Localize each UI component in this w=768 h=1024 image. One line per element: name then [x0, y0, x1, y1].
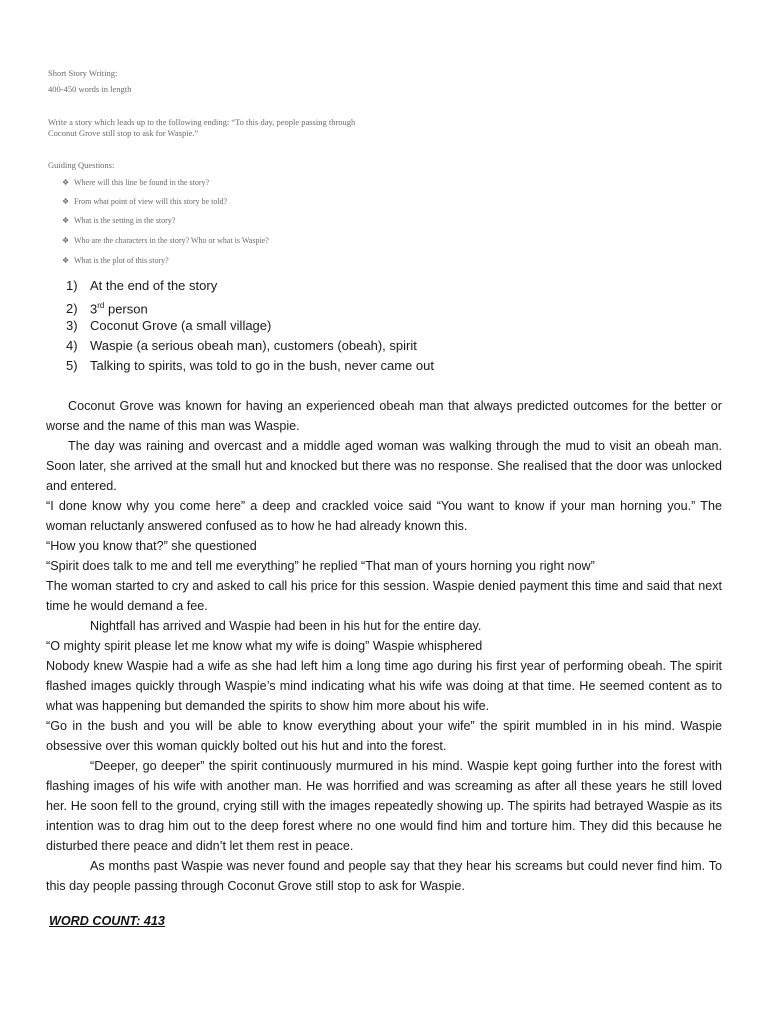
diamond-bullet-icon: ❖ [62, 256, 70, 265]
prompt-line-2: Coconut Grove still stop to ask for Waspie.” [48, 128, 199, 138]
story-paragraph: “Spirit does talk to me and tell me everything” he replied “That man of yours horning you right now” [46, 559, 595, 573]
diamond-bullet-icon: ❖ [62, 216, 70, 225]
story-paragraph: As months past Waspie was never found and people say that they hear his screams but could never find him. To this day people passing through Coconut Grove still stop to ask for Waspie. [46, 859, 722, 893]
story-paragraph: “I done know why you come here” a deep and crackled voice said “You want to know if your man horning you.” The woman reluctanly answered confused as to how he had already known this. [46, 499, 722, 533]
guiding-question: ❖ What is the setting in the story? [62, 216, 176, 225]
guiding-question: ❖ Who are the characters in the story? Who or what is Waspie? [62, 236, 269, 245]
story-paragraph: “Deeper, go deeper” the spirit continuously murmured in his mind. Waspie kept going further into the forest with flashing images of his wife with another man. He was horrified and was screaming as after all these years he still loved her. He soon fell to the ground, crying still with the images repeatedly showing up. The spirits had betrayed Waspie as its intention was to drag him out to the deep forest where no one would find him and torture him. They did this because he disturbed there peace and didn’t let them rest in peace. [46, 759, 722, 853]
guiding-question: ❖ What is the plot of this story? [62, 256, 169, 265]
story-paragraph: The woman started to cry and asked to call his price for this session. Waspie denied payment this time and said that next time he would demand a fee. [46, 579, 722, 613]
answer-item: 2) 3rd person [66, 301, 148, 317]
answers-list [66, 276, 434, 376]
word-count: WORD COUNT: 413 [49, 914, 165, 928]
story-body [46, 396, 722, 896]
answer-item: 1) At the end of the story [66, 278, 218, 293]
story-paragraph: Nobody knew Waspie had a wife as she had left him a long time ago during his first year of performing obeah. The spirit flashed images quickly through Waspie’s mind indicating what his wife was doing at that time. He seemed content as to what was happening but demanded the spirits to show him more about his wife. [46, 659, 722, 713]
guiding-questions-title: Guiding Questions: [48, 160, 115, 170]
length-requirement: 400-450 words in length [48, 84, 132, 94]
assignment-title: Short Story Writing: [48, 68, 118, 78]
story-paragraph: “O mighty spirit please let me know what my wife is doing” Waspie whisphered [46, 639, 483, 653]
diamond-bullet-icon: ❖ [62, 236, 70, 245]
guiding-question: ❖ Where will this line be found in the story? [62, 178, 210, 187]
diamond-bullet-icon: ❖ [62, 178, 70, 187]
story-paragraph: “How you know that?” she questioned [46, 539, 257, 553]
answer-item: 5) Talking to spirits, was told to go in the bush, never came out [66, 358, 434, 373]
prompt-line-1: Write a story which leads up to the following ending: “To this day, people passing through [48, 117, 356, 127]
story-paragraph: Nightfall has arrived and Waspie had been in his hut for the entire day. [90, 619, 482, 633]
answer-item: 3) Coconut Grove (a small village) [66, 318, 272, 333]
story-paragraph: The day was raining and overcast and a middle aged woman was walking through the mud to visit an obeah man. Soon later, she arrived at the small hut and knocked but there was no response. She realised that the door was unlocked and entered. [46, 439, 722, 493]
answer-item: 4) Waspie (a serious obeah man), customers (obeah), spirit [66, 338, 417, 353]
diamond-bullet-icon: ❖ [62, 197, 70, 206]
story-paragraph: “Go in the bush and you will be able to know everything about your wife” the spirit mumbled in in his mind. Waspie obsessive over this woman quickly bolted out his hut and into the forest. [46, 719, 722, 753]
story-paragraph: Coconut Grove was known for having an experienced obeah man that always predicted outcomes for the better or worse and the name of this man was Waspie. [46, 399, 722, 433]
guiding-question: ❖ From what point of view will this story be told? [62, 197, 228, 206]
